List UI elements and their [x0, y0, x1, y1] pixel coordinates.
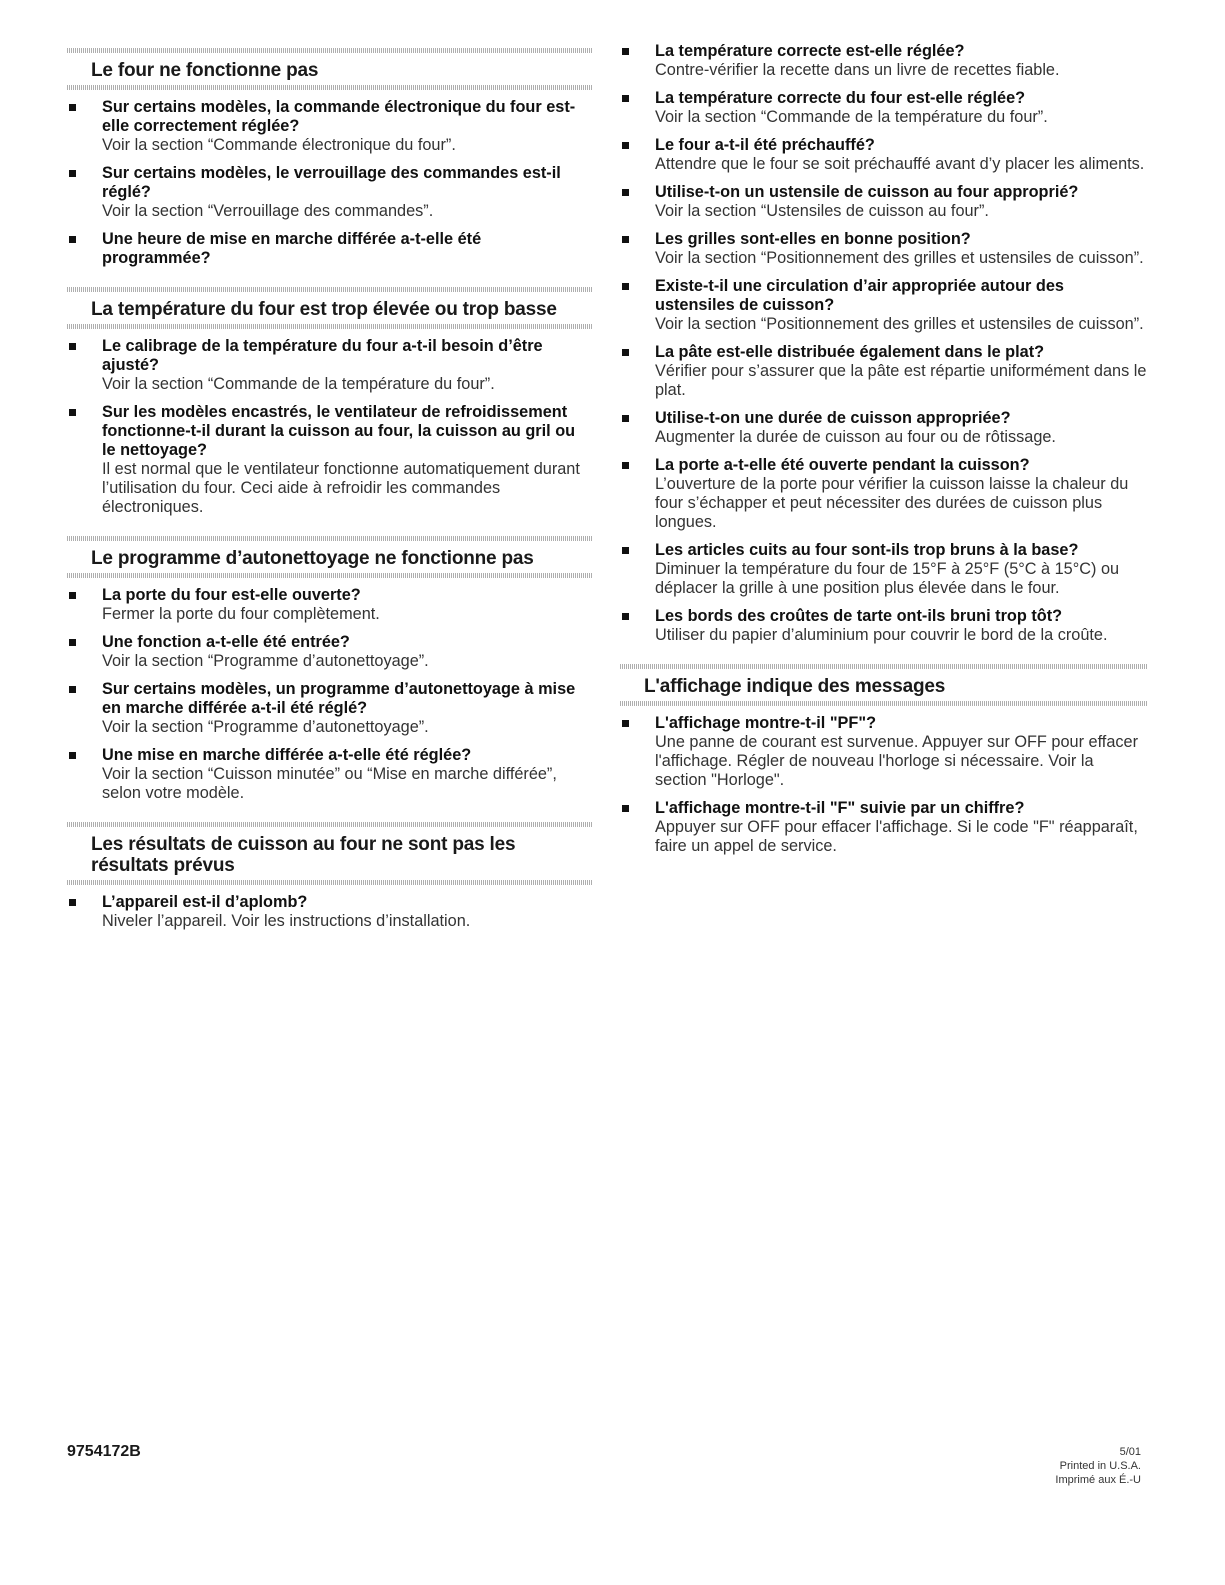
section-title: Le programme d’autonettoyage ne fonctionne pas [91, 548, 534, 569]
answer-text: Utiliser du papier d’aluminium pour couvrir le bord de la croûte. [655, 626, 1108, 644]
bullet-icon [69, 752, 76, 759]
bullet-icon [622, 283, 629, 290]
bullet-icon [622, 236, 629, 243]
question-text: La température correcte est-elle réglée? [655, 42, 965, 60]
answer-text: Attendre que le four se soit préchauffé avant d’y placer les aliments. [655, 155, 1145, 173]
list-item [67, 98, 592, 155]
list-item [620, 714, 1148, 790]
divider-rule [67, 324, 592, 329]
list-item [67, 230, 592, 268]
bullet-icon [622, 462, 629, 469]
question-text: La pâte est-elle distribuée également dans le plat? [655, 343, 1045, 361]
question-text: Utilise-t-on une durée de cuisson appropriée? [655, 409, 1011, 427]
divider-rule [67, 287, 592, 292]
answer-text: Voir la section “Positionnement des grilles et ustensiles de cuisson”. [655, 249, 1144, 267]
list-item [620, 456, 1148, 532]
section-title: Le four ne fonctionne pas [91, 60, 319, 81]
divider-rule [67, 85, 592, 90]
section-title: La température du four est trop élevée ou trop basse [91, 299, 557, 320]
bullet-icon [622, 720, 629, 727]
section-spacer [67, 812, 592, 822]
printed-in: Printed in U.S.A. [1059, 1460, 1141, 1472]
bullet-icon [622, 48, 629, 55]
answer-text: Diminuer la température du four de 15°F à 25°F (5°C à 15°C) ou déplacer la grille à une position plus élevée dans le four. [655, 560, 1120, 597]
list-item [620, 607, 1148, 645]
list-item [620, 136, 1148, 174]
bullet-icon [622, 613, 629, 620]
list-item [67, 586, 592, 624]
answer-text: Augmenter la durée de cuisson au four ou de rôtissage. [655, 428, 1056, 446]
question-text: La température correcte du four est-elle réglée? [655, 89, 1026, 107]
answer-text: Une panne de courant est survenue. Appuyer sur OFF pour effacer l'affichage. Régler de nouveau l'horloge si nécessaire. Voir la section "Horloge". [655, 733, 1138, 789]
divider-rule [67, 822, 592, 827]
answer-text: Voir la section “Cuisson minutée” ou “Mise en marche différée”, selon votre modèle. [102, 765, 557, 802]
list-item [620, 409, 1148, 447]
section-spacer [67, 526, 592, 536]
divider-rule [67, 48, 592, 53]
question-text: Sur certains modèles, la commande électronique du four est-elle correctement réglée? [102, 98, 576, 135]
question-text: L'affichage montre-t-il "PF"? [655, 714, 877, 732]
section-spacer [67, 277, 592, 287]
section-header [67, 287, 592, 329]
bullet-icon [69, 686, 76, 693]
question-text: Les articles cuits au four sont-ils trop bruns à la base? [655, 541, 1079, 559]
section-title: L'affichage indique des messages [644, 676, 946, 697]
left-column [67, 48, 592, 940]
list-item [620, 277, 1148, 334]
answer-text: Il est normal que le ventilateur fonctionne automatiquement durant l’utilisation du four. Ceci aide à refroidir les commandes électroniques. [102, 460, 580, 516]
divider-rule [620, 664, 1148, 669]
question-text: L'affichage montre-t-il "F" suivie par un chiffre? [655, 799, 1025, 817]
list-item [620, 541, 1148, 598]
answer-text: Niveler l’appareil. Voir les instructions d’installation. [102, 912, 471, 930]
bullet-icon [622, 349, 629, 356]
bullet-icon [69, 899, 76, 906]
list-item [67, 633, 592, 671]
divider-rule [67, 573, 592, 578]
question-text: Existe-t-il une circulation d’air appropriée autour des ustensiles de cuisson? [655, 277, 1064, 314]
question-text: Sur certains modèles, le verrouillage des commandes est-il réglé? [102, 164, 561, 201]
answer-text: Voir la section “Positionnement des grilles et ustensiles de cuisson”. [655, 315, 1144, 333]
question-text: Le calibrage de la température du four a-t-il besoin d’être ajusté? [102, 337, 543, 374]
list-item [620, 230, 1148, 268]
print-info [1055, 1445, 1141, 1487]
answer-text: Voir la section “Programme d’autonettoyage”. [102, 652, 429, 670]
list-item [620, 799, 1148, 856]
question-text: Une mise en marche différée a-t-elle été réglée? [102, 746, 472, 764]
question-text: Le four a-t-il été préchauffé? [655, 136, 875, 154]
bullet-icon [69, 592, 76, 599]
bullet-icon [622, 547, 629, 554]
right-column [620, 42, 1148, 865]
question-text: Utilise-t-on un ustensile de cuisson au four approprié? [655, 183, 1079, 201]
answer-text: Voir la section “Commande de la température du four”. [655, 108, 1048, 126]
bullet-icon [69, 236, 76, 243]
section-header [67, 48, 592, 90]
answer-text: Voir la section “Programme d’autonettoyage”. [102, 718, 429, 736]
list-item [67, 680, 592, 737]
question-text: La porte a-t-elle été ouverte pendant la cuisson? [655, 456, 1030, 474]
document-number: 9754172B [67, 1443, 141, 1460]
question-text: La porte du four est-elle ouverte? [102, 586, 361, 604]
section-header [620, 664, 1148, 706]
question-text: Sur les modèles encastrés, le ventilateur de refroidissement fonctionne-t-il durant la cuisson au four, la cuisson au gril ou le nettoyage? [102, 403, 576, 459]
section-spacer [620, 654, 1148, 664]
question-text: Les grilles sont-elles en bonne position? [655, 230, 971, 248]
divider-rule [67, 536, 592, 541]
answer-text: Voir la section “Commande électronique du four”. [102, 136, 456, 154]
list-item [620, 183, 1148, 221]
bullet-icon [622, 415, 629, 422]
bullet-icon [622, 142, 629, 149]
list-item [620, 89, 1148, 127]
list-item [67, 746, 592, 803]
bullet-icon [69, 639, 76, 646]
bullet-icon [69, 170, 76, 177]
divider-rule [67, 880, 592, 885]
answer-text: Voir la section “Commande de la température du four”. [102, 375, 495, 393]
divider-rule [620, 701, 1148, 706]
print-date: 5/01 [1119, 1446, 1141, 1458]
list-item [67, 337, 592, 394]
answer-text: Fermer la porte du four complètement. [102, 605, 380, 623]
answer-text: Appuyer sur OFF pour effacer l'affichage. Si le code "F" réapparaît, faire un appel de service. [655, 818, 1138, 855]
bullet-icon [69, 343, 76, 350]
answer-text: Vérifier pour s’assurer que la pâte est répartie uniformément dans le plat. [655, 362, 1147, 399]
section-title: Les résultats de cuisson au four ne sont pas les résultats prévus [91, 834, 516, 876]
section-header [67, 536, 592, 578]
section-header [67, 822, 592, 885]
imprime-aux: Imprimé aux É.-U [1055, 1474, 1141, 1486]
list-item [67, 164, 592, 221]
question-text: Une fonction a-t-elle été entrée? [102, 633, 350, 651]
question-text: Une heure de mise en marche différée a-t-elle été programmée? [102, 230, 482, 267]
answer-text: L’ouverture de la porte pour vérifier la cuisson laisse la chaleur du four s’échapper et peut nécessiter des durées de cuisson plus longues. [655, 475, 1129, 531]
question-text: L’appareil est-il d’aplomb? [102, 893, 308, 911]
answer-text: Voir la section “Ustensiles de cuisson au four”. [655, 202, 989, 220]
list-item [67, 403, 592, 517]
list-item [67, 893, 592, 931]
bullet-icon [622, 805, 629, 812]
answer-text: Contre-vérifier la recette dans un livre de recettes fiable. [655, 61, 1060, 79]
bullet-icon [622, 189, 629, 196]
list-item [620, 42, 1148, 80]
bullet-icon [622, 95, 629, 102]
bullet-icon [69, 409, 76, 416]
question-text: Sur certains modèles, un programme d’autonettoyage à mise en marche différée a-t-il été réglé? [102, 680, 576, 717]
list-item [620, 343, 1148, 400]
answer-text: Voir la section “Verrouillage des commandes”. [102, 202, 434, 220]
bullet-icon [69, 104, 76, 111]
question-text: Les bords des croûtes de tarte ont-ils bruni trop tôt? [655, 607, 1063, 625]
